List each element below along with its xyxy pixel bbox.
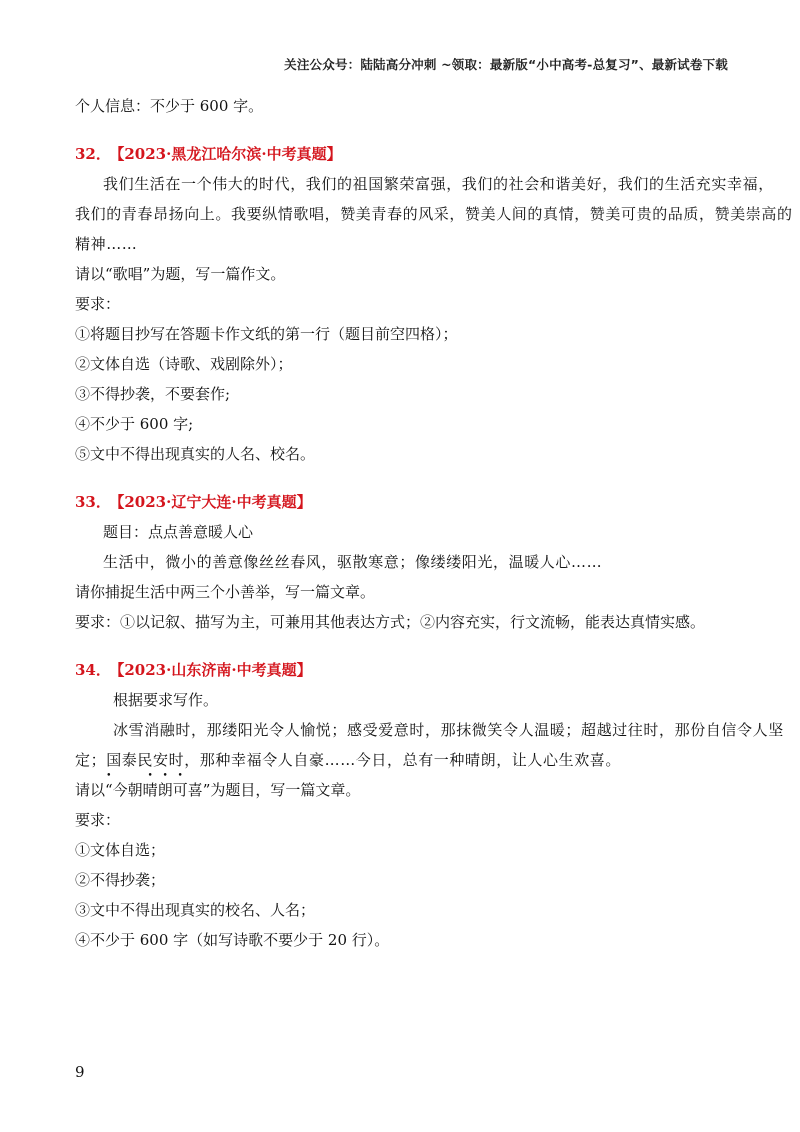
- q32-paragraph-3: 精神……: [75, 235, 138, 253]
- q34-task: [75, 780, 735, 800]
- q34-task-emphasis-1: 晴: [142, 781, 158, 799]
- q32-requirement-5: ⑤文中不得出现真实的人名、校名。: [75, 445, 316, 463]
- q34-requirement-4: ④不少于 600 字（如写诗歌不要少于 20 行）。: [75, 931, 390, 949]
- question-34-title: [75, 660, 735, 680]
- q32-paragraph-2: 我们的青春昂扬向上。我要纵情歌唱，赞美青春的风采，赞美人间的真情，赞美可贵的品质，赞美崇高的: [75, 205, 793, 223]
- question-33-number: 33．: [75, 493, 111, 511]
- question-32-title: [75, 144, 735, 164]
- q34-paragraph-1: 冰雪消融时，那缕阳光令人愉悦；感受爱意时，那抹微笑令人温暖；超越过往时，那份自信令人坚: [113, 721, 784, 739]
- question-34-number: 34．: [75, 661, 111, 679]
- q32-requirement-3: ③不得抄袭，不要套作;: [75, 385, 231, 403]
- question-33-title: [75, 492, 735, 512]
- q33-requirements: 要求：①以记叙、描写为主，可兼用其他表达方式；②内容充实，行文流畅，能表达真情实感。: [75, 613, 706, 631]
- question-32-number: 32．: [75, 145, 111, 163]
- document-body: [75, 96, 793, 950]
- question-32-source: 【2023·黑龙江哈尔滨·中考真题】: [116, 145, 342, 163]
- q32-requirement-4: ④不少于 600 字;: [75, 415, 194, 433]
- q32-task: 请以“歌唱”为题，写一篇作文。: [75, 265, 286, 283]
- q32-paragraph-1: 我们生活在一个伟大的时代，我们的祖国繁荣富强，我们的社会和谐美好，我们的生活充实幸福，: [103, 175, 774, 193]
- q32-requirements-label: 要求：: [75, 295, 121, 313]
- question-32: [75, 144, 793, 464]
- q34-requirement-1: ①文体自选；: [75, 841, 166, 859]
- q34-instruction: 根据要求写作。: [113, 691, 219, 709]
- q32-requirement-2: ②文体自选（诗歌、戏剧除外）；: [75, 355, 293, 373]
- q34-requirement-3: ③文中不得出现真实的校名、人名；: [75, 901, 316, 919]
- q33-paragraph-1: 生活中，微小的善意像丝丝春风，驱散寒意；像缕缕阳光，温暖人心……: [103, 553, 603, 571]
- question-33-source: 【2023·辽宁大连·中考真题】: [116, 493, 312, 511]
- q34-requirement-2: ②不得抄袭；: [75, 871, 166, 889]
- q34-requirements-label: 要求：: [75, 811, 121, 829]
- page-number: 9: [75, 1063, 85, 1081]
- q34-paragraph-2: 定；国泰民安时，那种幸福令人自豪……今日，总有一种晴朗，让人心生欢喜。: [75, 751, 622, 769]
- q34-task-emphasis-3: 可: [172, 781, 188, 799]
- page-header: 关注公众号：陆陆高分冲刺 ~领取：最新版“小中高考-总复习”、最新试卷下载: [284, 57, 728, 72]
- q34-task-prefix: 请以“今朝 •: [75, 781, 143, 799]
- question-34: [75, 660, 784, 950]
- q32-requirement-1: ①将题目抄写在答题卡作文纸的第一行（题目前空四格）；: [75, 325, 458, 343]
- q33-topic: 题目：点点善意暖人心: [103, 523, 254, 541]
- q34-task-suffix: 喜”为题目，写一篇文章。: [187, 781, 361, 799]
- q34-task-emphasis-2: 朗: [157, 781, 173, 799]
- question-33: [75, 492, 735, 632]
- intro-line: 个人信息：不少于 600 字。: [75, 97, 264, 115]
- q33-task: 请你捕捉生活中两三个小善举，写一篇文章。: [75, 583, 376, 601]
- question-34-source: 【2023·山东济南·中考真题】: [116, 661, 312, 679]
